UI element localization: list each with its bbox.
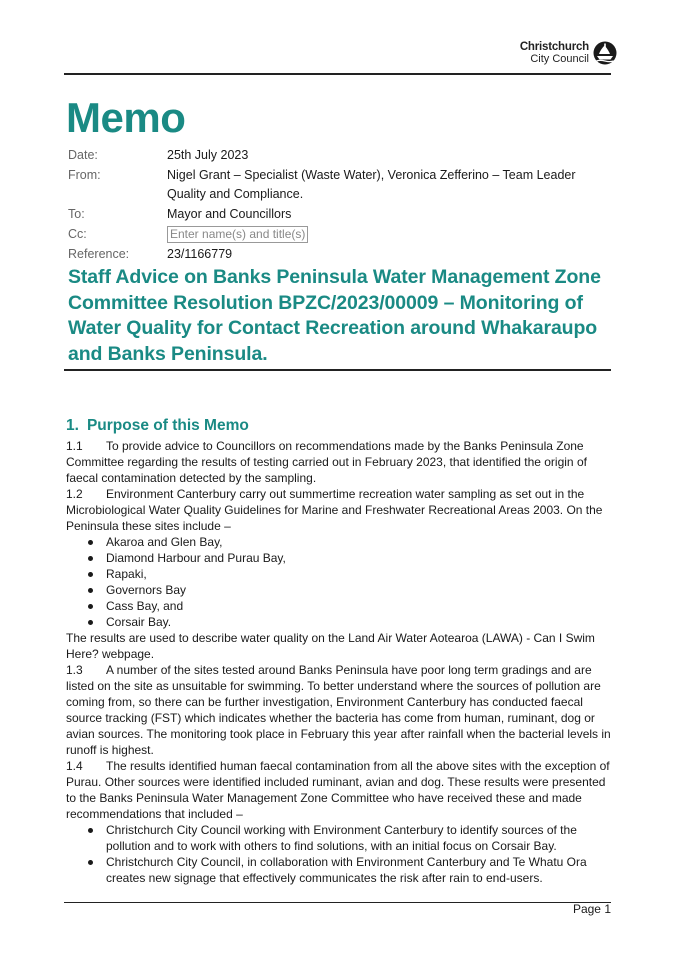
footer-rule — [64, 902, 611, 903]
council-emblem-icon — [593, 41, 617, 65]
bullet-icon — [88, 604, 93, 609]
paragraph-1-3 — [66, 662, 611, 758]
bullet-icon — [88, 540, 93, 545]
date-label: Date: — [68, 148, 98, 162]
bullet-icon — [88, 620, 93, 625]
paragraph-text: A number of the sites tested around Banks Peninsula have poor long term gradings and are listed on the site as unsuitable for swimming. To better understand where the sources of pollution are coming from, so there can be further investigation, Environment Canterbury has conducted faecal source tracking (FST) which indicates whether the bacteria has come from human, ruminant, dog or avian sources. The monitoring took place in February this year after rainfall when the bacterial levels in runoff is highest. — [66, 663, 611, 757]
bullet-icon — [88, 572, 93, 577]
paragraph-number: 1.1 — [66, 439, 83, 453]
cc-field[interactable]: Enter name(s) and title(s) — [167, 226, 308, 243]
reference-label: Reference: — [68, 247, 130, 261]
logo-wordmark — [520, 41, 589, 65]
paragraph-number: 1.3 — [66, 663, 83, 677]
to-label: To: — [68, 207, 85, 221]
memo-body — [66, 438, 611, 886]
header-rule — [64, 73, 611, 75]
bullet-icon — [88, 860, 93, 865]
reference-value: 23/1166779 — [167, 247, 233, 261]
paragraph-1-1 — [66, 438, 611, 486]
sites-list — [66, 534, 611, 630]
paragraph-number: 1.4 — [66, 759, 83, 773]
paragraph-text: The results identified human faecal contamination from all the above sites with the exception of Purau. Other sources were identified included ruminant, avian and dog. These results were presented to the Banks Peninsula Water Management Zone Committee who have received these and made recommendations that included – — [66, 759, 610, 821]
from-label: From: — [68, 168, 101, 182]
paragraph-1-4 — [66, 758, 611, 822]
paragraph-1-2-continued: The results are used to describe water quality on the Land Air Water Aotearoa (LAWA) - Can I Swim Here? webpage. — [66, 631, 595, 661]
list-item: Akaroa and Glen Bay, — [66, 534, 611, 550]
paragraph-number: 1.2 — [66, 487, 83, 501]
paragraph-text: Environment Canterbury carry out summertime recreation water sampling as set out in the Microbiological Water Quality Guidelines for Marine and Freshwater Recreational Areas 2003. On the Peninsula these sites include – — [66, 487, 603, 533]
section-title — [66, 416, 249, 436]
section-number: 1. — [66, 417, 79, 434]
bullet-icon — [88, 828, 93, 833]
heading-rule — [64, 369, 611, 371]
bullet-icon — [88, 556, 93, 561]
cc-label: Cc: — [68, 227, 87, 241]
paragraph-1-2 — [66, 486, 611, 534]
paragraph-text: To provide advice to Councillors on recommendations made by the Banks Peninsula Zone Committee regarding the results of testing carried out in February 2023, that identified the origin of faecal contamination detected by the sampling. — [66, 439, 587, 485]
from-value: Nigel Grant – Specialist (Waste Water), Veronica Zefferino – Team Leader Quality and Compliance. — [167, 168, 576, 201]
section-title-text: Purpose of this Memo — [86, 417, 249, 434]
list-item: Diamond Harbour and Purau Bay, — [66, 550, 611, 566]
date-row — [68, 146, 608, 165]
reference-row — [68, 245, 608, 264]
memo-metadata — [68, 146, 608, 265]
list-item: Christchurch City Council, in collaboration with Environment Canterbury and Te Whatu Ora creates new signage that effectively communicates the risk after rain to end-users. — [66, 854, 611, 886]
to-row — [68, 205, 608, 224]
list-item: Governors Bay — [66, 582, 611, 598]
list-item: Christchurch City Council working with Environment Canterbury to identify sources of the pollution and to work with others to find solutions, with an initial focus on Corsair Bay. — [66, 822, 611, 854]
logo-line-2: City Council — [530, 53, 589, 65]
date-value: 25th July 2023 — [167, 148, 249, 162]
cc-row — [68, 225, 608, 244]
document-heading: Staff Advice on Banks Peninsula Water Management Zone Committee Resolution BPZC/2023/00009 – Monitoring of Water Quality for Contact Recreation around Whakaraupo and Banks Peninsula. — [68, 266, 601, 365]
from-row — [68, 166, 608, 204]
list-item: Corsair Bay. — [66, 614, 611, 630]
logo-line-1: Christchurch — [519, 41, 589, 53]
list-item: Cass Bay, and — [66, 598, 611, 614]
bullet-icon — [88, 588, 93, 593]
list-item: Rapaki, — [66, 566, 611, 582]
page-number: Page 1 — [572, 902, 611, 916]
memo-title: Memo — [66, 94, 186, 141]
to-value: Mayor and Councillors — [167, 207, 292, 221]
recommendations-list — [66, 822, 611, 886]
council-logo — [520, 41, 617, 65]
